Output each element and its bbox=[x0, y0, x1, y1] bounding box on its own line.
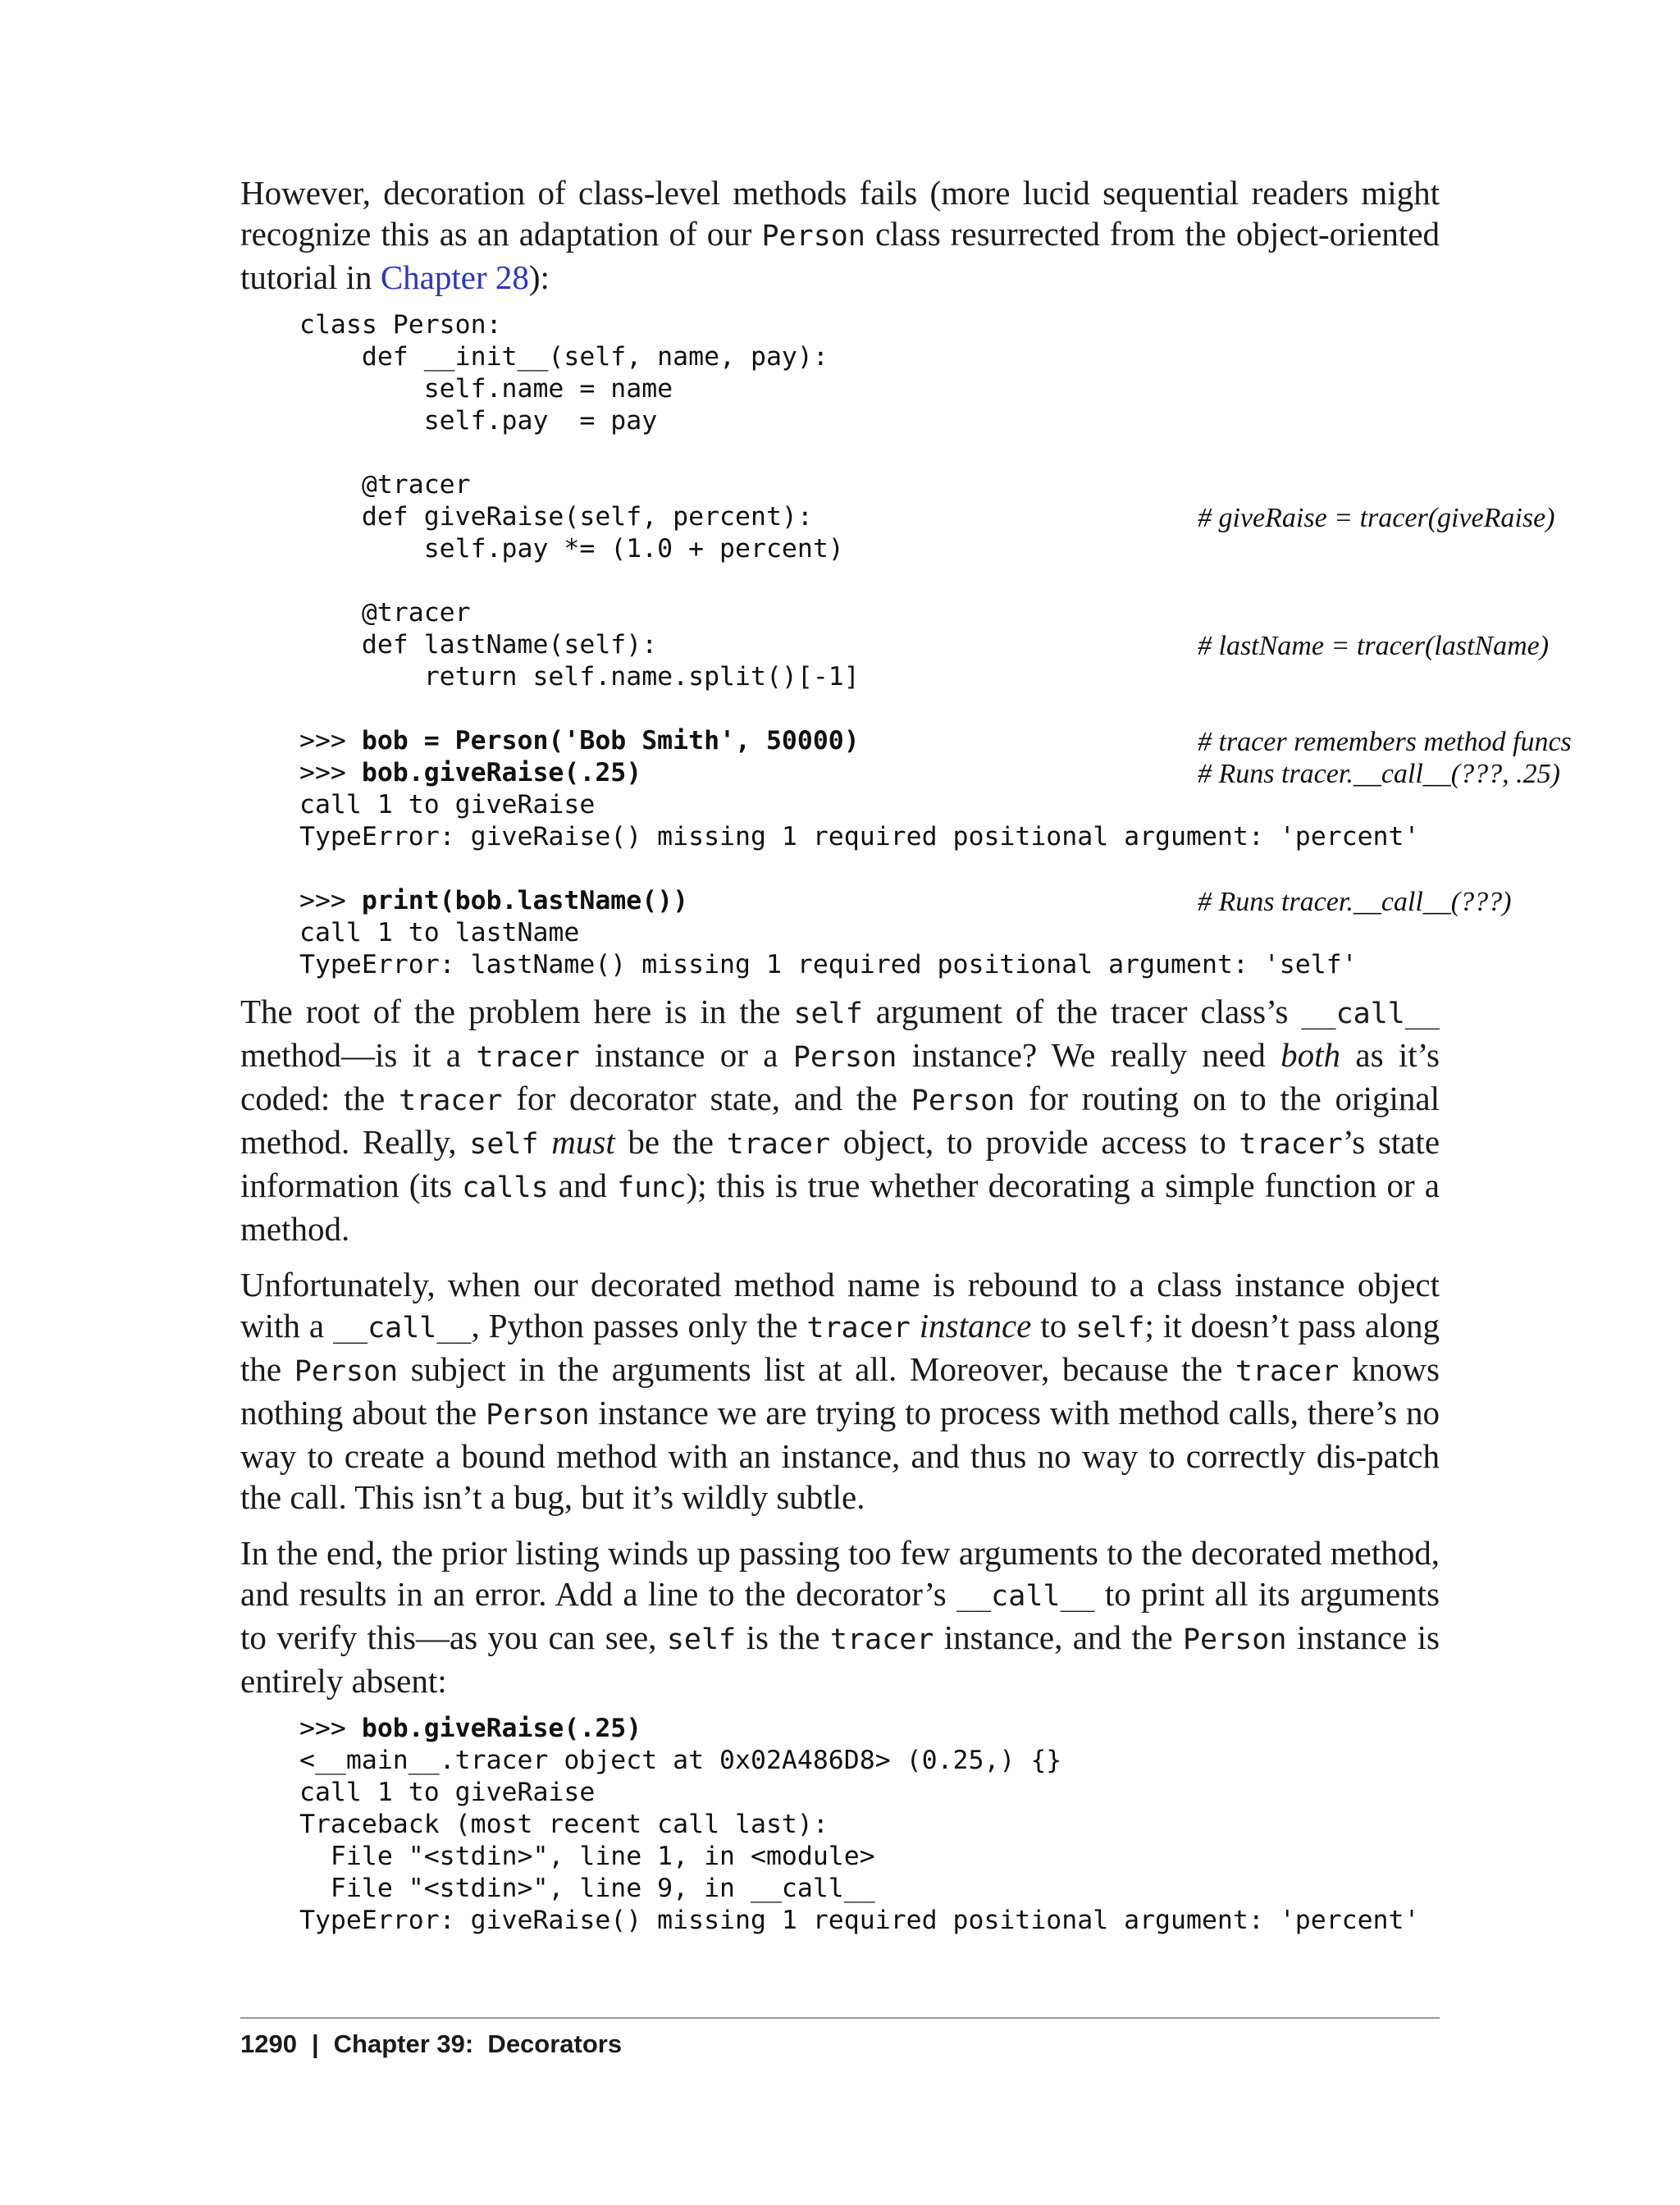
code-line: call 1 to giveRaise bbox=[299, 1778, 596, 1807]
intro-paragraph: However, decoration of class-level methods fails (more lucid sequential readers might recognize this as an adaptation of our Person class resurrected from the object-oriented tutorial in Chapter 28): bbox=[240, 174, 1440, 296]
code-listing-class bbox=[240, 309, 1555, 693]
code-line: <__main__.tracer object at 0x02A486D8> (0.25,) {} bbox=[299, 1746, 1062, 1775]
code-line: def __init__(self, name, pay): bbox=[299, 342, 829, 372]
code-line: @tracer bbox=[299, 598, 471, 628]
code-line: >>> bob.giveRaise(.25) bbox=[299, 1714, 642, 1743]
code-line: >>> bob.giveRaise(.25) # Runs tracer.__call__(???, .25) bbox=[299, 758, 1560, 789]
code-line: TypeError: giveRaise() missing 1 required positional argument: 'percent' bbox=[299, 1906, 1420, 1935]
footer-separator: | bbox=[311, 2029, 319, 2058]
code-comment: # giveRaise = tracer(giveRaise) bbox=[1198, 503, 1555, 533]
paragraph-self-problem: The root of the problem here is in the self argument of the tracer class’s __call__ method—is it a tracer instance or a Person instance? We really need both as it’s coded: the tracer for decorator state, and the Person for routing on to the original method. Really, self must be the tracer object, to provide access to tracer’s state information (its calls and func); this is true whether decorating a simple function or a method. bbox=[240, 993, 1440, 1248]
footer-rule bbox=[240, 2017, 1440, 2019]
code-comment: # lastName = tracer(lastName) bbox=[1198, 631, 1550, 661]
page-number: 1290 bbox=[240, 2029, 297, 2058]
code-line: >>> print(bob.lastName()) # Runs tracer.__call__(???) bbox=[299, 886, 1512, 917]
code-line: class Person: bbox=[299, 310, 502, 340]
paragraph-in-the-end: In the end, the prior listing winds up passing too few arguments to the decorated method, and results in an error. Add a line to the decorator’s __call__ to print all its arguments to verify this—as you can see, self is the tracer instance, and the Person instance is entirely absent: bbox=[240, 1534, 1440, 1700]
code-line: File "<stdin>", line 9, in __call__ bbox=[299, 1874, 875, 1903]
paragraph-unfortunately: Unfortunately, when our decorated method name is rebound to a class instance object with a __call__, Python passes only the tracer instance to self; it doesn’t pass along the Person subject in the arguments list at all. Moreover, because the tracer knows nothing about the Person instance we are trying to process with method calls, there’s no way to create a bound method with an instance, and thus no way to correctly dis-patch the call. This isn’t a bug, but it’s wildly subtle. bbox=[240, 1266, 1440, 1516]
code-line: TypeError: lastName() missing 1 required positional argument: 'self' bbox=[299, 950, 1358, 979]
code-line: return self.name.split()[-1] bbox=[299, 662, 860, 692]
code-line: self.pay *= (1.0 + percent) bbox=[299, 534, 844, 564]
code-line: File "<stdin>", line 1, in <module> bbox=[299, 1842, 875, 1871]
code-line: @tracer bbox=[299, 470, 471, 500]
code-line: self.pay = pay bbox=[299, 406, 658, 436]
code-comment: # Runs tracer.__call__(???) bbox=[1198, 887, 1512, 917]
code-line: call 1 to lastName bbox=[299, 918, 580, 947]
code-comment: # Runs tracer.__call__(???, .25) bbox=[1198, 759, 1560, 789]
code-line: Traceback (most recent call last): bbox=[299, 1810, 829, 1839]
code-line: call 1 to giveRaise bbox=[299, 790, 596, 819]
code-listing-session bbox=[240, 725, 1572, 981]
code-line: >>> bob = Person('Bob Smith', 50000) # tracer remembers method funcs bbox=[299, 726, 1572, 757]
page-content bbox=[240, 172, 1572, 1937]
chapter-28-link[interactable]: Chapter 28 bbox=[380, 258, 529, 296]
page-footer bbox=[240, 2029, 622, 2059]
code-line: def lastName(self): # lastName = tracer(lastName) bbox=[299, 630, 1550, 661]
code-line: TypeError: giveRaise() missing 1 required positional argument: 'percent' bbox=[299, 822, 1420, 851]
chapter-title: Chapter 39: Decorators bbox=[333, 2029, 623, 2058]
code-listing-traceback bbox=[240, 1713, 1440, 1937]
code-comment: # tracer remembers method funcs bbox=[1198, 727, 1572, 757]
code-line: def giveRaise(self, percent): # giveRaise = tracer(giveRaise) bbox=[299, 502, 1555, 533]
code-line: self.name = name bbox=[299, 374, 673, 404]
